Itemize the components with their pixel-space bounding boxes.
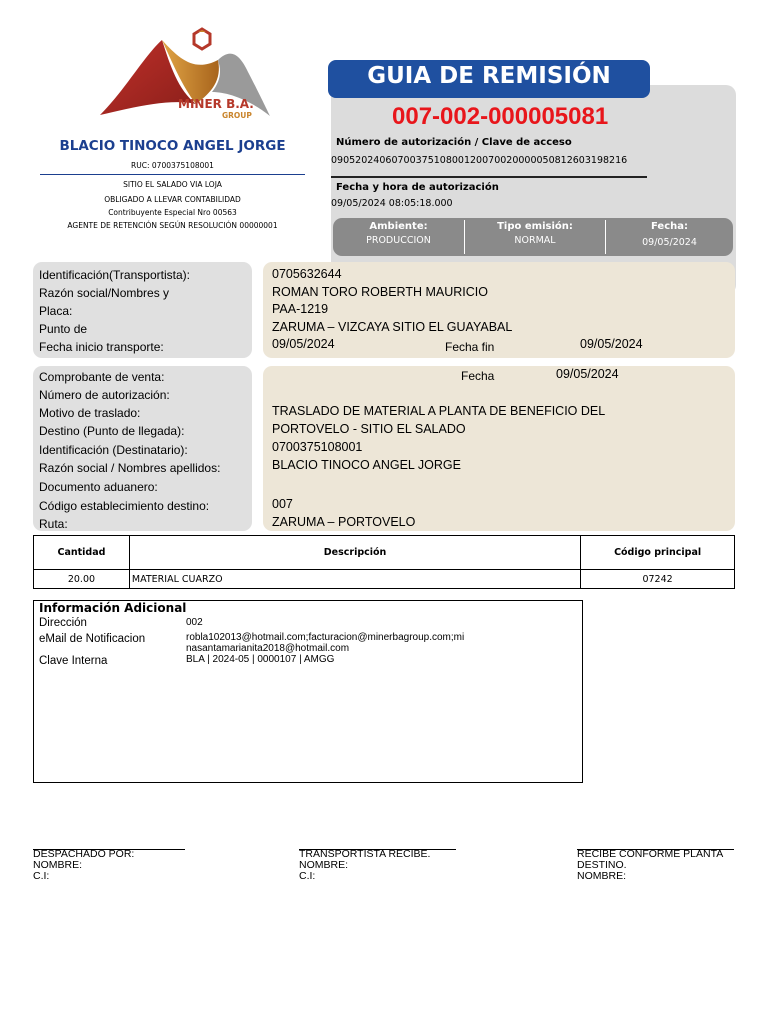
table-row <box>34 570 735 589</box>
email-value-line1: robla102013@hotmail.com;facturacion@minerbagroup.com;mi <box>186 632 465 643</box>
customs-doc-label: Documento aduanero: <box>39 480 158 494</box>
transport-id-value: 0705632644 <box>272 267 342 281</box>
transport-name-label: Razón social/Nombres y <box>39 286 170 300</box>
transport-name-value: ROMAN TORO ROBERTH MAURICIO <box>272 285 488 299</box>
company-name: BLACIO TINOCO ANGEL JORGE <box>59 138 286 154</box>
transporter-ci-label: C.I: <box>299 870 316 882</box>
recipient-name-value: BLACIO TINOCO ANGEL JORGE <box>272 458 461 472</box>
environment-label: Ambiente: <box>369 221 428 232</box>
special-contributor: Contribuyente Especial Nro 00563 <box>108 208 237 217</box>
auth-divider <box>331 176 647 178</box>
code-cell: 07242 <box>581 570 735 589</box>
recipient-id-label: Identificación (Destinatario): <box>39 443 188 457</box>
plant-label-line1: RECIBE CONFORME PLANTA <box>577 848 724 860</box>
email-label: eMail de Notificacion <box>39 633 146 645</box>
plant-label-line2: DESTINO. <box>577 859 627 871</box>
transport-end-value: 09/05/2024 <box>580 337 643 351</box>
auth-date-label: Fecha y hora de autorización <box>336 182 499 193</box>
emission-type-label: Tipo emisión: <box>497 221 573 232</box>
detail-header-row <box>34 536 735 570</box>
company-logo <box>100 20 270 125</box>
logo-name: MINER B.A. <box>178 97 254 111</box>
environment-cell <box>333 218 464 256</box>
dest-date-value: 09/05/2024 <box>556 367 619 381</box>
company-address: SITIO EL SALADO VIA LOJA <box>123 180 222 189</box>
transport-id-label: Identificación(Transportista): <box>39 268 190 282</box>
dispatcher-ci-label: C.I: <box>33 870 50 882</box>
code-header: Código principal <box>581 536 735 570</box>
accounting-obligation: OBLIGADO A LLEVAR CONTABILIDAD <box>104 195 241 204</box>
email-value-line2: nasantamarianita2018@hotmail.com <box>186 643 350 654</box>
transport-end-label: Fecha fin <box>445 340 495 354</box>
transporter-label: TRANSPORTISTA RECIBE. <box>299 848 431 860</box>
document-number: 007-002-000005081 <box>392 103 609 130</box>
transport-plate-label: Placa: <box>39 304 73 318</box>
quantity-cell: 20.00 <box>34 570 130 589</box>
transfer-reason-line2: PORTOVELO - SITIO EL SALADO <box>272 422 466 436</box>
dispatcher-label: DESPACHADO POR: <box>33 848 135 860</box>
emission-date-cell <box>606 218 733 256</box>
transfer-reason-line1: TRASLADO DE MATERIAL A PLANTA DE BENEFICIO DEL <box>272 404 606 418</box>
arrival-point-label: Destino (Punto de llegada): <box>39 424 185 438</box>
transport-point-value: ZARUMA – VIZCAYA SITIO EL GUAYABAL <box>272 320 513 334</box>
transport-start-value: 09/05/2024 <box>272 337 335 351</box>
description-cell: MATERIAL CUARZO <box>129 570 580 589</box>
additional-info-title: Información Adicional <box>39 601 187 615</box>
additional-info-box <box>33 600 583 783</box>
route-value: ZARUMA – PORTOVELO <box>272 515 416 529</box>
emission-date-value: 09/05/2024 <box>642 237 697 248</box>
auth-number-label: Número de autorización / Clave de acceso <box>336 137 572 148</box>
emission-type-cell <box>465 218 605 256</box>
dest-auth-label: Número de autorización: <box>39 388 170 402</box>
transfer-reason-label: Motivo de traslado: <box>39 406 141 420</box>
establishment-code-value: 007 <box>272 497 293 511</box>
transporter-name-label: NOMBRE: <box>299 859 349 871</box>
emission-type-value: NORMAL <box>514 235 556 246</box>
internal-key-value: BLA | 2024-05 | 0000107 | AMGG <box>186 654 335 665</box>
address-value: 002 <box>186 617 203 628</box>
header-divider <box>40 174 305 175</box>
document-title: GUIA DE REMISIÓN <box>367 63 611 89</box>
quantity-header: Cantidad <box>34 536 130 570</box>
retention-agent: AGENTE DE RETENCIÓN SEGÚN RESOLUCIÓN 00000001 <box>67 221 278 230</box>
recipient-id-value: 0700375108001 <box>272 440 363 454</box>
route-label: Ruta: <box>39 517 68 531</box>
transport-start-label: Fecha inicio transporte: <box>39 340 164 354</box>
emission-date-label: Fecha: <box>650 221 688 232</box>
internal-key-label: Clave Interna <box>39 655 108 667</box>
auth-number-value: 0905202406070037510800120070020000050812603198216 <box>331 155 628 166</box>
sale-voucher-label: Comprobante de venta: <box>39 370 165 384</box>
dispatcher-name-label: NOMBRE: <box>33 859 83 871</box>
address-label: Dirección <box>39 617 87 629</box>
transport-point-label: Punto de <box>39 322 88 336</box>
plant-name-label: NOMBRE: <box>577 870 627 882</box>
environment-value: PRODUCCION <box>366 235 431 246</box>
logo-subname: GROUP <box>222 111 252 120</box>
establishment-code-label: Código establecimiento destino: <box>39 499 210 513</box>
recipient-name-label: Razón social / Nombres apellidos: <box>39 461 221 475</box>
company-ruc: RUC: 0700375108001 <box>131 161 214 170</box>
auth-date-value: 09/05/2024 08:05:18.000 <box>331 198 453 209</box>
detail-table <box>33 535 735 589</box>
transport-plate-value: PAA-1219 <box>272 302 329 316</box>
description-header: Descripción <box>129 536 580 570</box>
dest-date-label: Fecha <box>461 369 495 383</box>
